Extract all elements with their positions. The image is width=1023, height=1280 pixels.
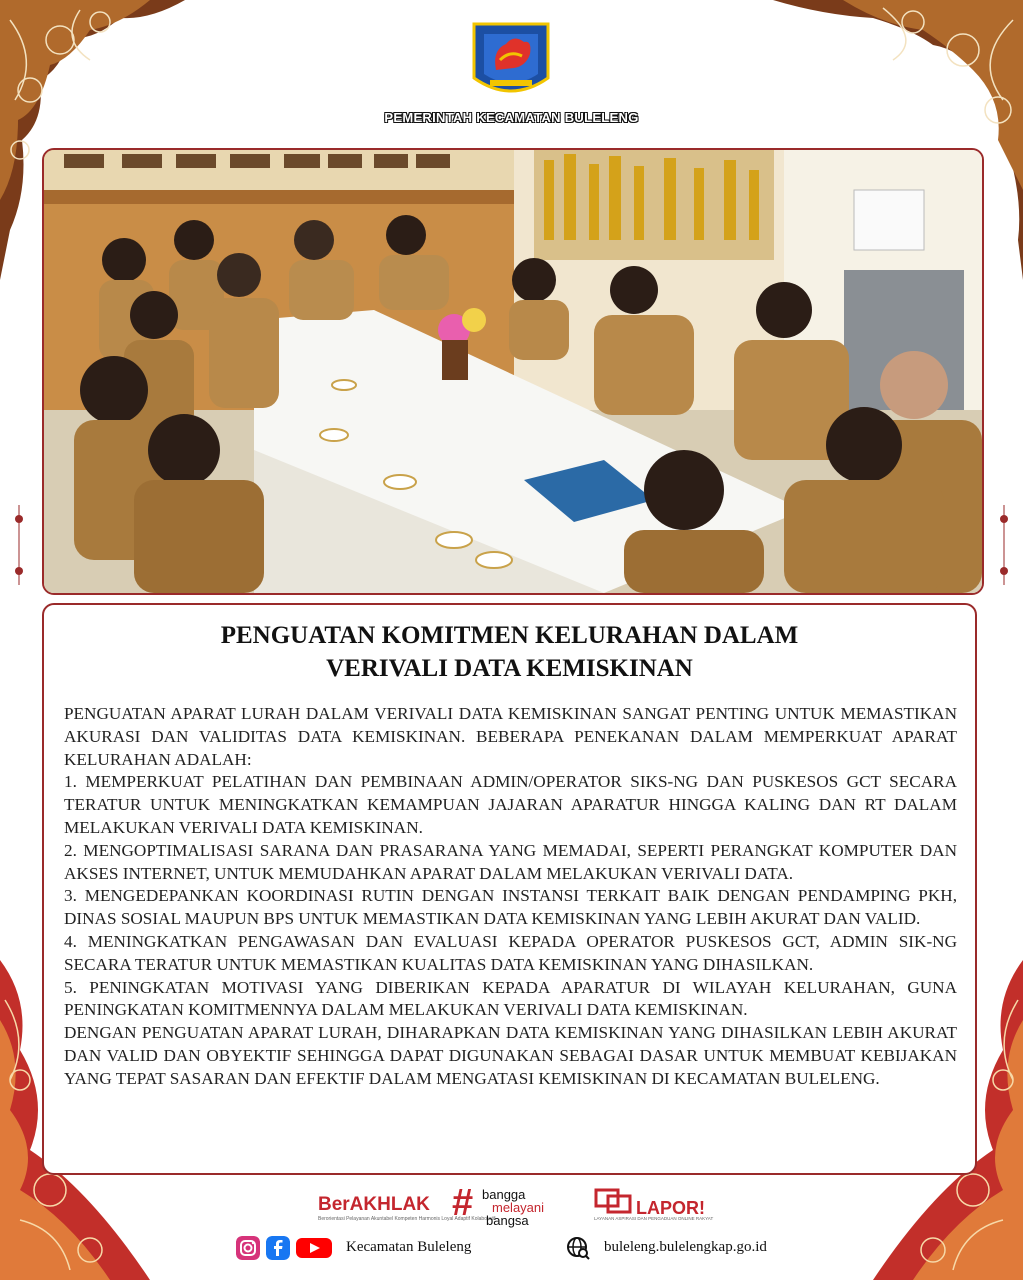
youtube-icon[interactable]: [296, 1236, 332, 1260]
lapor-subtitle: LAYANAN ASPIRASI DAN PENGADUAN ONLINE RAKYAT: [594, 1216, 714, 1221]
article-card: [42, 603, 977, 1175]
berakhlak-subtitle: Berorientasi Pelayanan Akuntabel Kompeten Harmonis Loyal Adaptif Kolaboratif: [318, 1216, 496, 1222]
article-body: [64, 703, 957, 1091]
berakhlak-label: BerAKHLAK: [318, 1194, 430, 1215]
article-title-line-1: PENGUATAN KOMITMEN KELURAHAN DALAM: [220, 622, 799, 649]
article-title-line-2: VERIVALI DATA KEMISKINAN: [326, 655, 693, 682]
chat-bubble-icon: [594, 1188, 634, 1216]
article-paragraph-point-5: 5. PENINGKATAN MOTIVASI YANG DIBERIKAN KEPADA APARATUR DI WILAYAH KELURAHAN, GUNA PENINGKATAN KOMITMENNYA DALAM MELAKUKAN VERIVALI DATA KEMISKINAN.: [64, 977, 957, 1020]
article-paragraph-point-2: 2. MENGOPTIMALISASI SARANA DAN PRASARANA YANG MEMADAI, SEPERTI PERANGKAT KOMPUTER DAN AKSES INTERNET, UNTUK MEMUDAHKAN APARAT DALAM MELAKUKAN VERIVALI DATA.: [64, 840, 957, 883]
facebook-icon[interactable]: [266, 1236, 290, 1260]
government-label: PEMERINTAH KECAMATAN BULELENG: [384, 110, 639, 125]
lapor-logo: [594, 1188, 714, 1221]
article-paragraph-point-1: 1. MEMPERKUAT PELATIHAN DAN PEMBINAAN ADMIN/OPERATOR SIKS-NG DAN PUSKESOS GCT SECARA TERATUR UNTUK MENINGKATKAN KEMAMPUAN JAJARAN APARATUR HINGGA KALING DAN RT DALAM MELAKUKAN VERIVALI DATA KEMISKINAN.: [64, 772, 957, 837]
instagram-icon[interactable]: [236, 1236, 260, 1260]
globe-search-icon: [566, 1236, 590, 1260]
article-paragraph-conclusion: DENGAN PENGUATAN APARAT LURAH, DIHARAPKAN DATA KEMISKINAN YANG DIHASILKAN LEBIH AKURAT DAN VALID DAN OBYEKTIF SEHINGGA DAPAT DIGUNAKAN SEBAGAI DASAR UNTUK MEMBUAT KEBIJAKAN YANG TEPAT SASARAN DAN EFEKTIF DALAM MENGATASI KEMISKINAN DI KECAMATAN BULELENG.: [64, 1023, 957, 1088]
lapor-label: LAPOR!: [636, 1198, 705, 1218]
buleleng-regency-crest-icon: [470, 20, 552, 104]
meeting-photo-illustration: [44, 150, 982, 593]
side-ornament-left: [12, 505, 26, 585]
side-ornament-right: [997, 505, 1011, 585]
website-link[interactable]: buleleng.bulelengkap.go.id: [604, 1239, 767, 1255]
article-paragraph-point-4: 4. MENINGKATKAN PENGAWASAN DAN EVALUASI KEPADA OPERATOR PUSKESOS GCT, ADMIN SIK-NG SECARA TERATUR UNTUK MEMASTIKAN KUALITAS DATA KEMISKINAN YANG DIHASILKAN.: [64, 931, 957, 974]
melayani-word: melayani: [492, 1200, 545, 1215]
article-paragraph-point-3: 3. MENGEDEPANKAN KOORDINASI RUTIN DENGAN INSTANSI TERKAIT BAIK DENGAN PENDAMPING PKH, DINAS SOSIAL MAUPUN BPS UNTUK MEMASTIKAN DATA KEMISKINAN YANG LEBIH AKURAT DAN VALID.: [64, 886, 957, 929]
bangsa-word: bangsa: [486, 1213, 529, 1228]
hashtag-icon: #: [452, 1182, 474, 1224]
article-title: [44, 619, 975, 685]
social-account-label: Kecamatan Buleleng: [346, 1239, 472, 1255]
footer-logos: [0, 1182, 1023, 1228]
meeting-photo: [42, 148, 984, 595]
article-paragraph-intro: PENGUATAN APARAT LURAH DALAM VERIVALI DATA KEMISKINAN SANGAT PENTING UNTUK MEMASTIKAN AKURASI DAN VALIDITAS DATA KEMISKINAN. BEBERAPA PENEKANAN DALAM MEMPERKUAT APARAT KELURAHAN ADALAH:: [64, 704, 957, 769]
bangga-word: bangga: [482, 1187, 526, 1202]
